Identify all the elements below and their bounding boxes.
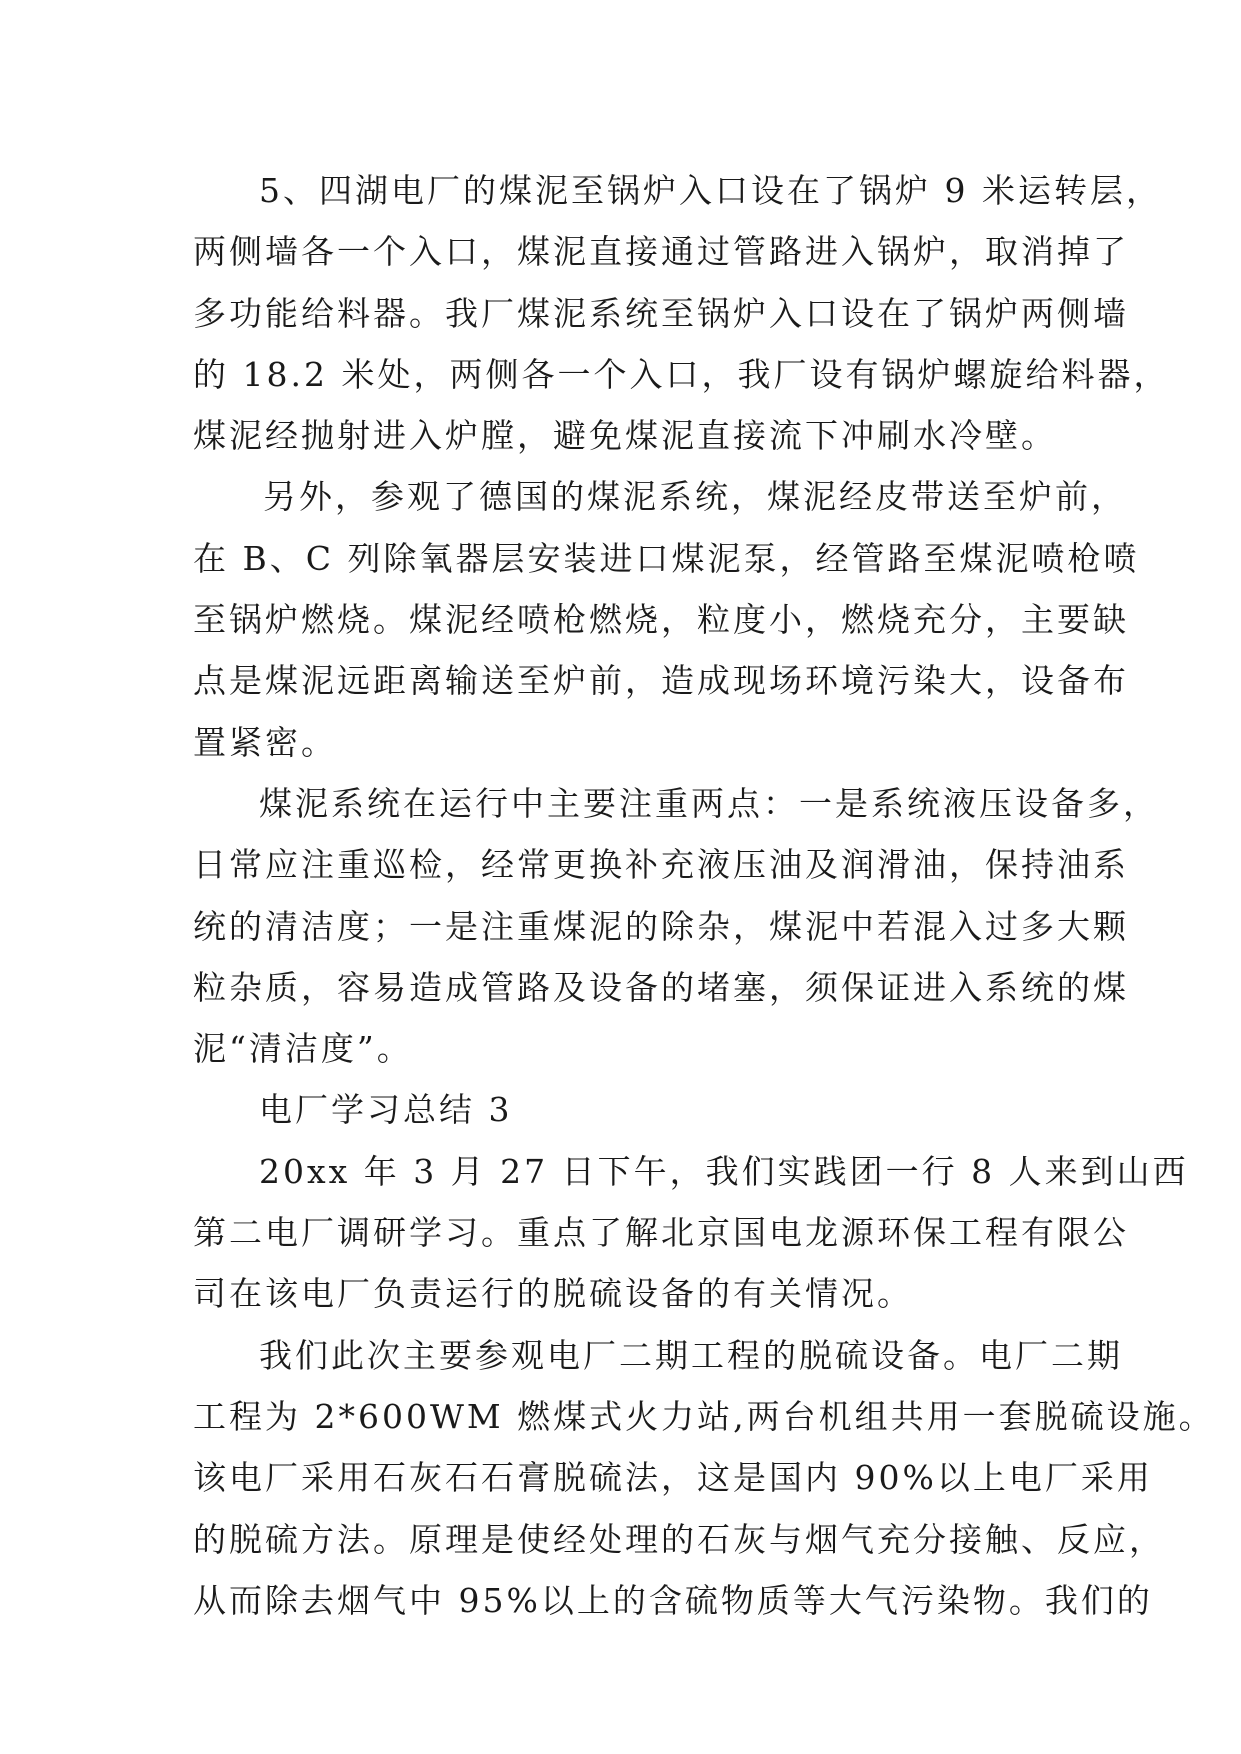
paragraph-line: 泥“清洁度”。: [193, 1029, 413, 1069]
paragraph-line: 多功能给料器。我厂煤泥系统至锅炉入口设在了锅炉两侧墙: [193, 293, 1129, 333]
section-heading: [193, 1079, 1053, 1140]
paragraph-2: [193, 466, 1140, 772]
paragraph-line: 煤泥经抛射进入炉膛，避免煤泥直接流下冲刷水冷壁。: [193, 416, 1057, 456]
paragraph-line: 的脱硫方法。原理是使经处理的石灰与烟气充分接触、反应，: [193, 1519, 1165, 1559]
paragraph-line: 在 B、C 列除氧器层安装进口煤泥泵，经管路至煤泥喷枪喷: [193, 538, 1140, 578]
paragraph-line: 粒杂质，容易造成管路及设备的堵塞，须保证进入系统的煤: [193, 967, 1129, 1007]
paragraph-line: 另外，参观了德国的煤泥系统，煤泥经皮带送至炉前，: [263, 477, 1127, 517]
paragraph-line: 至锅炉燃烧。煤泥经喷枪燃烧，粒度小，燃烧充分，主要缺: [193, 600, 1129, 640]
paragraph-6: [193, 1325, 1215, 1631]
paragraph-line: 置紧密。: [193, 722, 337, 762]
paragraph-line: 司在该电厂负责运行的脱硫设备的有关情况。: [193, 1274, 913, 1314]
paragraph-line: 20xx 年 3 月 27 日下午，我们实践团一行 8 人来到山西: [259, 1151, 1189, 1191]
paragraph-line: 5、四湖电厂的煤泥至锅炉入口设在了锅炉 9 米运转层，: [259, 171, 1162, 210]
paragraph-line: 点是煤泥远距离输送至炉前，造成现场环境污染大，设备布: [193, 661, 1129, 701]
paragraph-line: 煤泥系统在运行中主要注重两点：一是系统液压设备多，: [259, 783, 1159, 823]
paragraph-line: 我们此次主要参观电厂二期工程的脱硫设备。电厂二期: [259, 1335, 1123, 1375]
paragraph-3: [193, 773, 1159, 1079]
paragraph-line: 该电厂采用石灰石石膏脱硫法，这是国内 90%以上电厂采用: [193, 1458, 1153, 1498]
paragraph-5: [193, 1141, 1189, 1325]
paragraph-line: 第二电厂调研学习。重点了解北京国电龙源环保工程有限公: [193, 1213, 1129, 1253]
paragraph-line: 两侧墙各一个入口，煤泥直接通过管路进入锅炉，取消掉了: [193, 232, 1129, 272]
paragraph-line: 从而除去烟气中 95%以上的含硫物质等大气污染物。我们的: [193, 1580, 1153, 1620]
paragraph-1: [193, 160, 1170, 466]
paragraph-line: 日常应注重巡检，经常更换补充液压油及润滑油，保持油系: [193, 845, 1129, 885]
document-body: [193, 160, 1215, 1631]
paragraph-line: 统的清洁度；一是注重煤泥的除杂，煤泥中若混入过多大颗: [193, 906, 1129, 946]
paragraph-line: 的 18.2 米处，两侧各一个入口，我厂设有锅炉螺旋给料器，: [193, 354, 1170, 394]
paragraph-line: 工程为 2*600WM 燃煤式火力站,两台机组共用一套脱硫设施。: [193, 1396, 1215, 1436]
section-heading-text: 电厂学习总结 3: [259, 1090, 513, 1130]
